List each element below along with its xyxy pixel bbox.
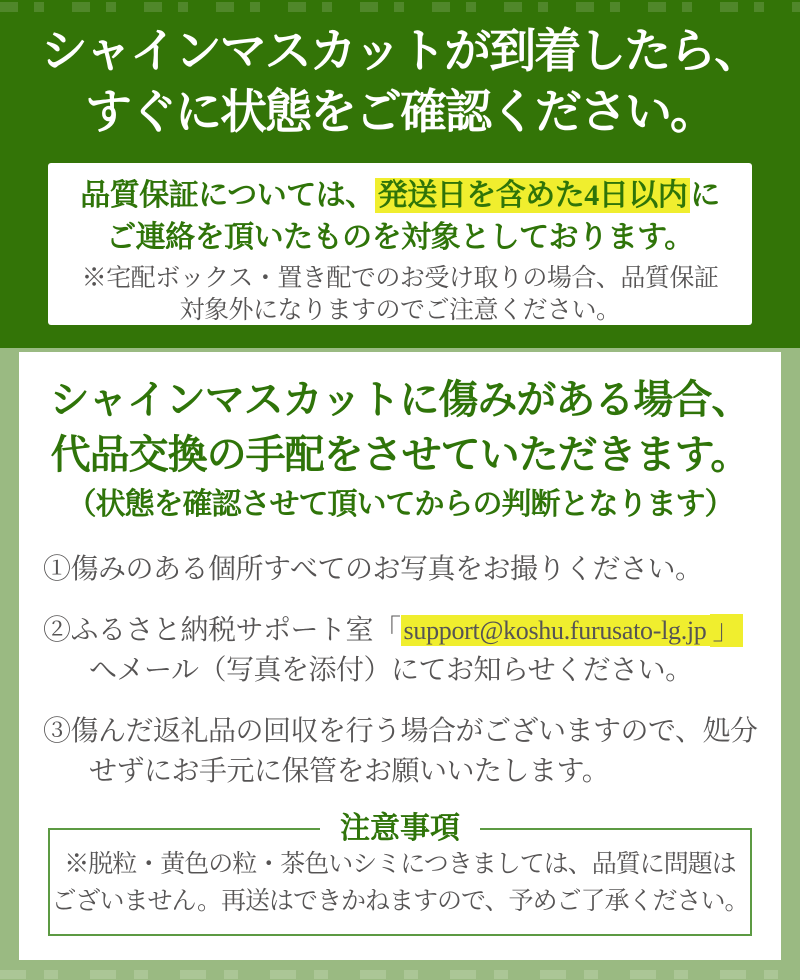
guarantee-line1-suffix: に	[690, 179, 720, 212]
hero-title-line2: すぐに状態をご確認ください。	[85, 87, 715, 139]
step-1-number: ①	[43, 554, 71, 585]
hero-title-line1: シャインマスカットが到着したら、	[40, 26, 760, 78]
replacement-headline-line1: シャインマスカットに傷みがある場合、	[49, 377, 751, 422]
support-email: support@koshu.furusato-lg.jp	[401, 615, 710, 646]
step-2-text: ふるさと納税サポート室	[70, 615, 374, 646]
caution-title: 注意事項	[320, 810, 480, 848]
guarantee-highlight: 発送日を含めた4日以内	[375, 178, 691, 213]
guarantee-line1-prefix: 品質保証については、	[80, 179, 375, 212]
replacement-headline	[43, 372, 757, 482]
steps-list	[43, 550, 757, 792]
step-3-line1	[43, 712, 757, 752]
step-2-number: ②	[43, 615, 71, 646]
bottom-crop-artifact	[0, 970, 800, 979]
step-2	[43, 611, 757, 691]
replacement-headline-line2: 代品交換の手配をさせていただきます。	[50, 432, 750, 477]
step-2-line1	[43, 611, 757, 651]
caution-box	[48, 812, 752, 936]
step-2-line2: へメール（写真を添付）にてお知らせください。	[89, 655, 693, 686]
replacement-section	[0, 348, 800, 980]
replacement-box	[19, 352, 781, 960]
hero-title	[0, 22, 800, 144]
step-2-bracket-close: 」	[710, 614, 744, 647]
step-1	[43, 550, 757, 590]
step-2-bracket-open: 「	[373, 615, 401, 646]
caution-line2: ございません。再送はできかねますので、予めご了承ください。	[51, 888, 749, 915]
guarantee-note-line1: ※宅配ボックス・置き配でのお受け取りの場合、品質保証	[81, 265, 719, 292]
step-3-number: ③	[43, 716, 71, 747]
hero-section	[0, 0, 800, 348]
quality-guarantee-box	[48, 163, 752, 325]
step-1-text: 傷みのある個所すべてのお写真をお撮りください。	[70, 554, 703, 585]
caution-line1: ※脱粒・黄色の粒・茶色いシミにつきましては、品質に問題は	[64, 851, 736, 878]
step-3-line2: せずにお手元に保管をお願いいたします。	[89, 756, 610, 787]
guarantee-line1	[48, 175, 752, 217]
guarantee-note-line2: 対象外になりますのでご注意ください。	[179, 297, 621, 324]
guarantee-line2: ご連絡を頂いたものを対象としております。	[106, 221, 694, 254]
step-3	[43, 712, 757, 792]
replacement-subheadline: （状態を確認させて頂いてからの判断となります）	[66, 488, 734, 521]
step-3-text: 傷んだ返礼品の回収を行う場合がございますので、処分	[70, 716, 758, 747]
top-crop-artifact	[0, 2, 800, 12]
